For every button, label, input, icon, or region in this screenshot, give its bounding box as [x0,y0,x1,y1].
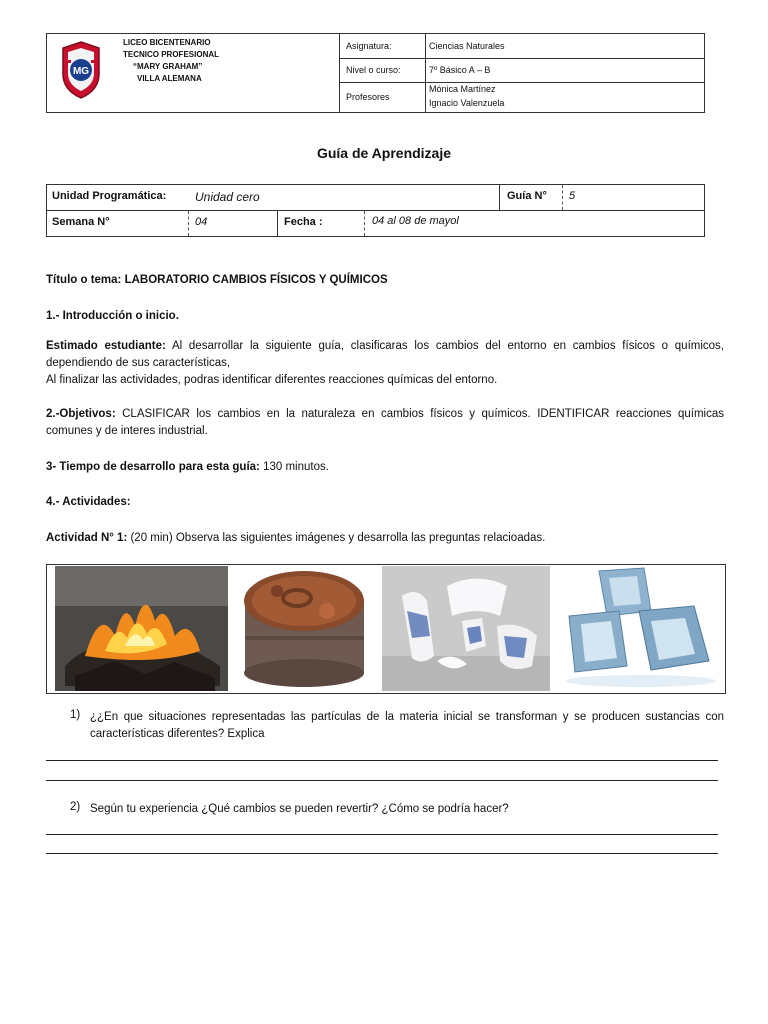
question-1-number: 1) [70,709,81,721]
page-title: Guía de Aprendizaje [316,145,452,161]
school-line: LICEO BICENTENARIO [123,38,211,47]
school-logo-icon [59,40,103,100]
value-profesor-1: Mónica Martínez [429,84,496,94]
value-guia: 5 [569,190,576,202]
activity-1-line [46,530,724,547]
question-2-text: Según tu experiencia ¿Qué cambios se pueden revertir? ¿Cómo se podría hacer? [90,803,509,815]
rusty-can-image [237,566,372,691]
value-semana: 04 [195,216,208,228]
intro-paragraph [46,338,724,389]
school-line: VILLA ALEMANA [137,74,202,83]
value-profesor-2: Ignacio Valenzuela [429,98,505,108]
objectives-paragraph [46,406,724,440]
tiempo-line [46,459,724,476]
answer-line[interactable] [46,780,718,781]
header-info [340,34,704,112]
row-nivel [340,59,704,83]
label-asignatura: Asignatura: [346,41,392,51]
question-1-text: ¿¿En que situaciones representadas las partículas de la materia inicial se transforman y se producen sustancias con características diferentes? Explica [90,711,724,740]
label-profesores: Profesores [346,92,390,102]
label-semana: Semana N° [52,216,110,228]
logo-letters: MG [72,66,90,77]
activity-1-text: (20 min) Observa las siguientes imágenes y desarrolla las preguntas relacioadas. [127,532,546,544]
label-unidad: Unidad Programática: [52,190,167,202]
answer-line[interactable] [46,760,718,761]
label-fecha: Fecha : [284,216,323,228]
header-table [46,33,705,113]
tema-label: Título o tema: [46,274,122,286]
school-cell [47,34,340,112]
intro-text-2: Al finalizar las actividades, podras identificar diferentes reacciones químicas del entorno. [46,374,498,386]
label-nivel: Nivel o curso: [346,65,401,75]
tiempo-value: 130 minutos. [259,461,329,473]
answer-line[interactable] [46,853,718,854]
intro-label: Estimado estudiante: [46,340,166,352]
value-nivel: 7º Básico A – B [429,65,491,75]
value-unidad: Unidad cero [195,190,260,204]
question-2-number: 2) [70,801,81,813]
row-profesores [340,83,704,112]
tema-line [46,272,724,289]
ice-cubes-image [559,566,724,691]
value-asignatura: Ciencias Naturales [429,41,505,51]
intro-heading: 1.- Introducción o inicio. [46,310,179,322]
tiempo-label: 3- Tiempo de desarrollo para esta guía: [46,461,260,473]
objectives-text: CLASIFICAR los cambios en la naturaleza en cambios físicos y químicos. IDENTIFICAR reacciones químicas comunes y de interes industrial. [46,408,724,437]
school-line: TECNICO PROFESIONAL [123,50,220,59]
intro-text-1: Al desarrollar la siguiente guía, clasificaras los cambios del entorno en cambios físicos o químicos, dependiendo de sus características, [46,340,724,369]
objectives-label: 2.-Objetivos: [46,408,116,420]
burning-paper-image [55,566,228,691]
answer-line[interactable] [46,834,718,835]
images-row [46,564,726,694]
tema-value: LABORATORIO CAMBIOS FÍSICOS Y QUÍMICOS [124,274,388,286]
unit-table [46,184,705,237]
broken-porcelain-image [382,566,550,691]
label-guia: Guía N° [507,190,547,202]
value-fecha: 04 al 08 de mayol [372,215,459,227]
school-name [123,37,219,85]
school-line: “MARY GRAHAM” [133,62,203,71]
row-asignatura [340,34,704,59]
activities-heading: 4.- Actividades: [46,496,131,508]
activity-1-label: Actividad N° 1: [46,532,128,544]
